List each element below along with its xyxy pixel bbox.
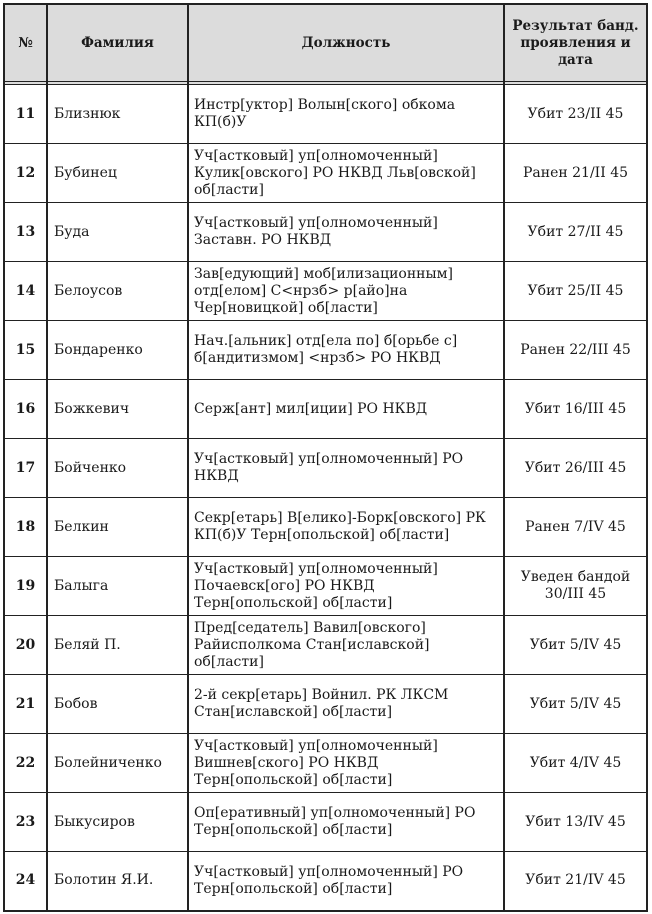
- table-row: [5, 203, 646, 262]
- row-position: Уч[астковый] уп[олномоченный] Вишнев[ского] РО НКВД Терн[опольской] об[ласти]: [194, 737, 438, 788]
- row-surname: Балыга: [54, 577, 109, 594]
- row-result: Убит 13/IV 45: [525, 813, 626, 830]
- row-number: 11: [15, 105, 36, 122]
- table-row: [5, 321, 646, 380]
- table-row: [5, 616, 646, 675]
- row-number: 24: [15, 872, 36, 888]
- row-surname: Божкевич: [54, 400, 130, 417]
- header-position: Должность: [301, 34, 391, 51]
- row-number: 20: [15, 636, 36, 653]
- column-divider: [46, 5, 48, 910]
- row-result: Убит 23/II 45: [527, 105, 624, 122]
- row-result: Убит 5/IV 45: [529, 636, 622, 653]
- row-number: 15: [15, 341, 36, 358]
- row-number: 16: [15, 400, 36, 417]
- row-number: 18: [15, 518, 36, 535]
- row-position: Нач.[альник] отд[ела по] б[орьбе с] б[андитизмом] <нрзб> РО НКВД: [194, 333, 458, 366]
- table-row: [5, 262, 646, 321]
- row-surname: Буда: [54, 223, 90, 240]
- row-number: 21: [15, 695, 36, 712]
- row-result: Убит 16/III 45: [524, 400, 627, 417]
- row-position: Уч[астковый] уп[олномоченный] РО Терн[опольской] об[ласти]: [194, 863, 464, 897]
- column-divider: [503, 5, 505, 910]
- row-number: 17: [15, 459, 36, 476]
- table-row: [5, 557, 646, 616]
- row-position: Инстр[уктор] Волын[ского] обкома КП(б)У: [194, 97, 456, 130]
- row-number: 23: [15, 813, 36, 830]
- row-result: Ранен 21/II 45: [522, 164, 629, 181]
- row-surname: Бубинец: [54, 164, 117, 181]
- row-position: Уч[астковый] уп[олномоченный] Почаевск[ого] РО НКВД Терн[опольской] об[ласти]: [194, 560, 438, 611]
- row-number: 22: [15, 754, 36, 771]
- row-number: 14: [15, 282, 36, 299]
- row-position: Уч[астковый] уп[олномоченный] Кулик[овского] РО НКВД Льв[овской] об[ласти]: [194, 147, 476, 198]
- table-row: [5, 85, 646, 144]
- row-position: Уч[астковый] уп[олномоченный] Заставн. РО НКВД: [194, 215, 438, 248]
- table-row: [5, 144, 646, 203]
- row-surname: Болотин Я.И.: [54, 872, 154, 888]
- table-row: [5, 675, 646, 734]
- row-position: Уч[астковый] уп[олномоченный] РО НКВД: [194, 451, 464, 484]
- table-row: [5, 793, 646, 852]
- table-row: [5, 852, 646, 910]
- row-result: Убит 5/IV 45: [529, 695, 622, 712]
- row-surname: Бобов: [54, 695, 98, 712]
- row-result: Убит 21/IV 45: [525, 872, 626, 888]
- row-surname: Близнюк: [54, 105, 121, 122]
- row-result: Ранен 22/III 45: [520, 341, 631, 358]
- column-divider: [187, 5, 189, 910]
- table-row: [5, 734, 646, 793]
- row-surname: Болейниченко: [54, 754, 162, 771]
- row-position: Пред[седатель] Вавил[овского] Райисполкома Стан[иславской] об[ласти]: [194, 619, 430, 670]
- row-surname: Беляй П.: [54, 636, 121, 653]
- row-result: Убит 4/IV 45: [529, 754, 622, 771]
- table-row: [5, 498, 646, 557]
- row-position: Секр[етарь] В[елико]-Борк[овского] РК КП(б)У Терн[опольской] об[ласти]: [194, 510, 486, 543]
- row-position: 2-й секр[етарь] Войнил. РК ЛКСМ Стан[иславской] об[ласти]: [194, 687, 449, 720]
- row-result: Убит 25/II 45: [527, 282, 624, 299]
- row-surname: Бойченко: [54, 459, 127, 476]
- table-header: [5, 5, 646, 85]
- casualty-table: [3, 3, 648, 912]
- row-number: 12: [15, 164, 36, 181]
- header-surname: Фамилия: [81, 34, 154, 51]
- row-position: Оп[еративный] уп[олномоченный] РО Терн[опольской] об[ласти]: [194, 805, 476, 838]
- header-num: №: [18, 34, 33, 51]
- row-result: Убит 27/II 45: [527, 223, 624, 240]
- table-row: [5, 380, 646, 439]
- row-position: Серж[ант] мил[иции] РО НКВД: [194, 400, 428, 417]
- row-number: 19: [15, 577, 36, 594]
- row-surname: Бондаренко: [54, 341, 143, 358]
- table-row: [5, 439, 646, 498]
- row-result: Уведен бандой 30/III 45: [520, 569, 631, 602]
- row-surname: Белоусов: [54, 282, 123, 299]
- row-surname: Быкусиров: [54, 813, 135, 830]
- row-number: 13: [15, 223, 36, 240]
- row-position: Зав[едующий] моб[илизационным] отд[елом] С<нрзб> р[айо]на Чер[новицкой] об[ласти]: [194, 265, 453, 316]
- row-result: Убит 26/III 45: [524, 459, 627, 476]
- header-result: Результат банд. проявления и дата: [512, 17, 639, 68]
- row-result: Ранен 7/IV 45: [525, 518, 626, 535]
- row-surname: Белкин: [54, 518, 109, 535]
